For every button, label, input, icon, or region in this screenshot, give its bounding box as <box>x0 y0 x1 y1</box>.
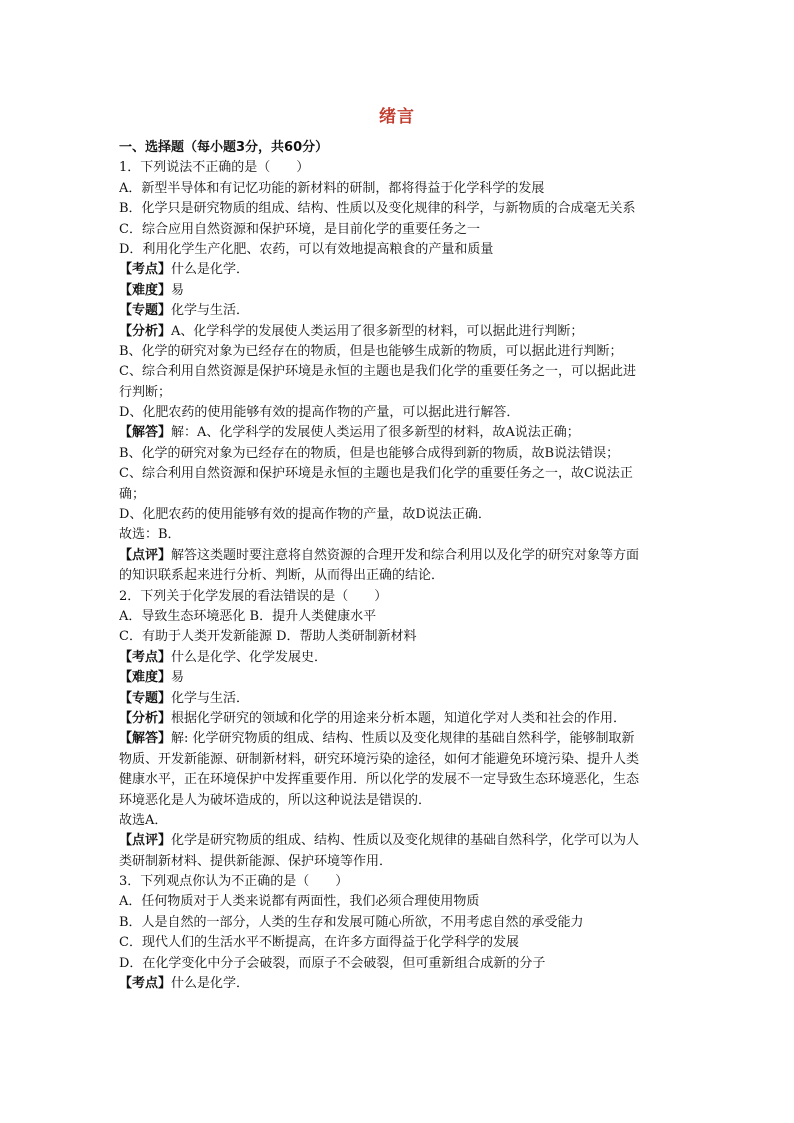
q2-jieda-line: 环境恶化是人为破坏造成的，所以这种说法是错误的． <box>119 792 432 808</box>
q2-options-cd: C．有助于人类开发新能源 D．帮助人类研制新材料 <box>119 629 417 645</box>
dianping-tag: 【点评】 <box>119 833 172 849</box>
page-title: 绪言 <box>379 107 415 127</box>
q1-option-d: D．利用化学生产化肥、农药，可以有效地提高粮食的产量和质量 <box>119 241 494 257</box>
q2-jieda-line: 物质、开发新能源、研制新材料，研究环境污染的途径，如何才能避免环境污染、提升人类 <box>119 751 640 767</box>
q3-option-d: D．在化学变化中分子会破裂，而原子不会破裂，但可重新组合成新的分子 <box>119 955 546 971</box>
jieda-tag: 【解答】 <box>119 425 172 441</box>
q1-fenxi <box>119 322 679 342</box>
q2-jieda <box>119 729 679 749</box>
q2-dianping-text: 化学是研究物质的组成、结构、性质以及变化规律的基础自然科学，化学可以为人 <box>171 833 640 849</box>
q3-option-b: B．人是自然的一部分，人类的生存和发展可随心所欲，不用考虑自然的承受能力 <box>119 914 584 930</box>
dianping-tag: 【点评】 <box>119 547 172 563</box>
nandu-tag: 【难度】 <box>119 282 172 298</box>
q1-dianping <box>119 546 679 566</box>
q3-kaodian-text: 什么是化学． <box>171 976 250 992</box>
fenxi-tag: 【分析】 <box>119 323 172 339</box>
q1-option-b: B．化学只是研究物质的组成、结构、性质以及变化规律的科学，与新物质的合成毫无关系 <box>119 201 636 217</box>
q2-stem: 2．下列关于化学发展的看法错误的是（ ） <box>119 588 388 604</box>
q3-option-c: C．现代人们的生活水平不断提高，在许多方面得益于化学科学的发展 <box>119 935 519 951</box>
q2-fenxi-text: 根据化学研究的领域和化学的用途来分析本题，知道化学对人类和社会的作用． <box>171 710 627 726</box>
q2-options-ab: A．导致生态环境恶化 B．提升人类健康水平 <box>119 608 377 624</box>
q2-dianping-line: 类研制新材料、提供新能源、保护环境等作用． <box>119 853 393 869</box>
q1-fenxi-line: C、综合利用自然资源是保护环境是永恒的主题也是我们化学的重要任务之一，可以据此进 <box>119 364 636 380</box>
kaodian-tag: 【考点】 <box>119 649 172 665</box>
q2-kaodian <box>119 648 679 668</box>
q2-fenxi <box>119 709 679 729</box>
q2-zhuanti <box>119 689 679 709</box>
q1-fenxi-line: B、化学的研究对象为已经存在的物质，但是也能够生成新的物质，可以据此进行判断； <box>119 343 623 359</box>
q1-jieda-text: 解：A、化学科学的发展使人类运用了很多新型的材料，故A说法正确； <box>171 425 580 441</box>
q1-jieda-line: 确； <box>119 486 146 502</box>
q1-kaodian <box>119 260 679 280</box>
q2-jieda-text: 解: 化学研究物质的组成、结构、性质以及变化规律的基础自然科学，能够制取新 <box>171 731 635 747</box>
fenxi-tag: 【分析】 <box>119 710 172 726</box>
q1-option-c: C．综合应用自然资源和保护环境，是目前化学的重要任务之一 <box>119 221 480 237</box>
q1-dianping-line: 的知识联系起来进行分析、判断，从而得出正确的结论． <box>119 568 445 584</box>
q1-option-a: A．新型半导体和有记忆功能的新材料的研制，都将得益于化学科学的发展 <box>119 180 545 196</box>
q1-fenxi-line: D、化肥农药的使用能够有效的提高作物的产量，可以据此进行解答． <box>119 405 520 421</box>
q1-jieda-line: D、化肥农药的使用能够有效的提高作物的产量，故D说法正确． <box>119 507 491 523</box>
q2-kaodian-text: 什么是化学、化学发展史． <box>171 649 328 665</box>
q1-zhuanti <box>119 301 679 321</box>
q3-stem: 3．下列观点你认为不正确的是（ ） <box>119 874 349 890</box>
nandu-tag: 【难度】 <box>119 670 172 686</box>
kaodian-tag: 【考点】 <box>119 976 172 992</box>
document-body <box>119 138 679 994</box>
q1-stem: 1．下列说法不正确的是（ ） <box>119 160 310 176</box>
q1-jieda-line: C、综合利用自然资源和保护环境是永恒的主题也是我们化学的重要任务之一，故C说法正 <box>119 466 633 482</box>
q1-kaodian-text: 什么是化学． <box>171 262 250 278</box>
q1-nandu-text: 易 <box>171 282 185 298</box>
q1-fenxi-line: 行判断； <box>119 384 172 400</box>
zhuanti-tag: 【专题】 <box>119 303 172 319</box>
q2-answer: 故选A． <box>119 812 168 828</box>
q2-dianping <box>119 831 679 851</box>
q1-fenxi-text: A、化学科学的发展使人类运用了很多新型的材料，可以据此进行判断； <box>171 323 584 339</box>
jieda-tag: 【解答】 <box>119 731 172 747</box>
section-heading: 一、选择题（每小题3分，共60分） <box>119 140 329 155</box>
q2-jieda-line: 健康水平，正在环境保护中发挥重要作用．所以化学的发展不一定导致生态环境恶化，生态 <box>119 772 640 788</box>
q2-nandu <box>119 668 679 688</box>
q1-jieda-line: B、化学的研究对象为已经存在的物质，但是也能够合成得到新的物质，故B说法错误； <box>119 445 620 461</box>
q1-zhuanti-text: 化学与生活． <box>171 303 250 319</box>
q1-dianping-text: 解答这类题时要注意将自然资源的合理开发和综合利用以及化学的研究对象等方面 <box>171 547 640 563</box>
zhuanti-tag: 【专题】 <box>119 690 172 706</box>
q3-kaodian <box>119 974 679 994</box>
q1-nandu <box>119 281 679 301</box>
kaodian-tag: 【考点】 <box>119 262 172 278</box>
q3-option-a: A．任何物质对于人类来说都有两面性，我们必须合理使用物质 <box>119 894 480 910</box>
q2-zhuanti-text: 化学与生活． <box>171 690 250 706</box>
q2-nandu-text: 易 <box>171 670 185 686</box>
q1-answer: 故选：B． <box>119 527 181 543</box>
q1-jieda <box>119 423 679 443</box>
